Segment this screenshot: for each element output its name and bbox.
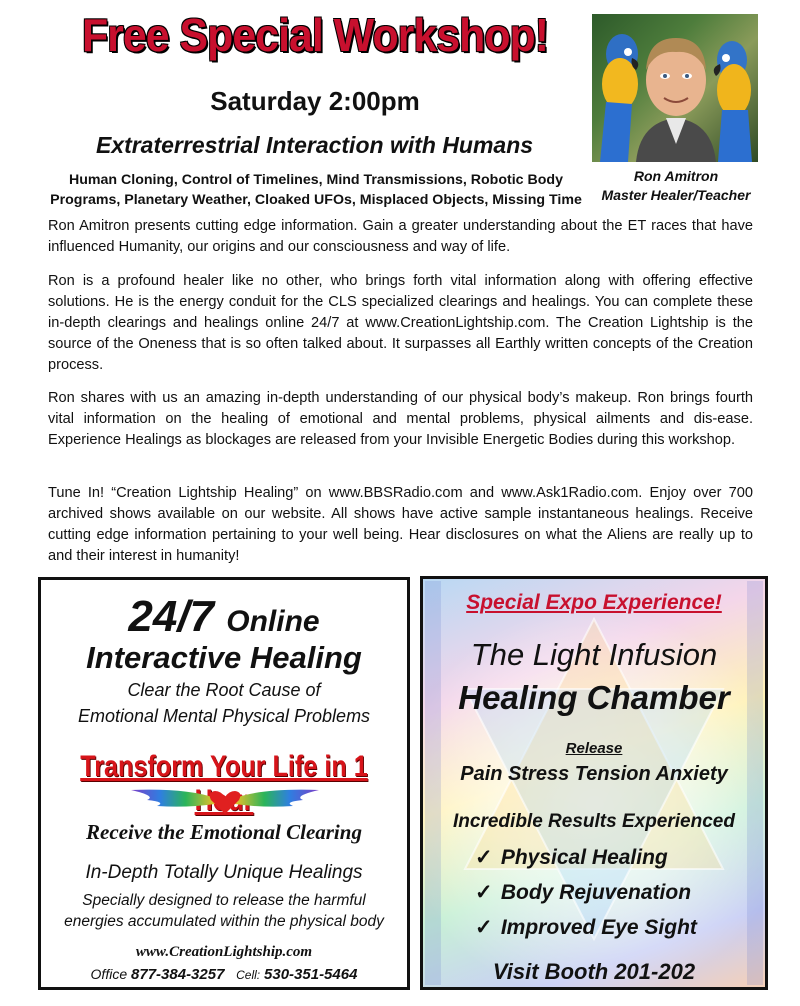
- paragraph-healer: Ron is a profound healer like no other, who brings forth vital information along with offering effective solutions. He is the energy conduit for the CLS specialized clearings and healings. You can complete these in-depth clearings and healings online 24/7 at www.CreationLightship.com. The Creation Lightship is the source of the Oneness that is so often talked about. It surpasses all Earthly written concepts of the Creation process.: [48, 273, 753, 373]
- paragraph-body-makeup: Ron shares with us an amazing in-depth understanding of our physical body’s makeup. Ron brings fourth vital information on the healing of emotional and mental problems, physical ailments and dis-ease. Experience Healings as blockages are released from your Invisible Energetic Bodies during this workshop.: [48, 390, 753, 448]
- release-label: Release: [565, 740, 623, 757]
- portrait-with-parrots-icon: [592, 14, 758, 162]
- check-icon: ✓: [475, 846, 493, 869]
- emotional-clearing: Receive the Emotional Clearing: [86, 820, 362, 844]
- topics-line-1: Human Cloning, Control of Timelines, Mind Transmissions, Robotic Body: [69, 172, 563, 188]
- check-item: [475, 845, 668, 870]
- presenter-caption: [594, 167, 758, 205]
- light-infusion-title: The Light Infusion: [470, 637, 718, 672]
- clear-root-line-2: Emotional Mental Physical Problems: [77, 706, 371, 726]
- check-item-label: Body Rejuvenation: [500, 881, 692, 904]
- expo-box: [420, 576, 768, 990]
- contact-phones: [41, 966, 407, 983]
- online-healing-box: [38, 577, 410, 990]
- workshop-title: Free Special Workshop!: [81, 9, 549, 61]
- specially-designed: [41, 890, 407, 932]
- online-label: Online: [226, 605, 320, 638]
- check-item-label: Physical Healing: [500, 846, 668, 869]
- presenter-photo: [592, 14, 758, 162]
- specially-line-2: energies accumulated within the physical body: [64, 913, 384, 930]
- check-item: [475, 880, 691, 905]
- topics-line-2: Programs, Planetary Weather, Cloaked UFOs, Misplaced Objects, Missing Time: [50, 192, 582, 208]
- healing-chamber-title: Healing Chamber: [458, 679, 730, 716]
- presenter-name: Ron Amitron: [633, 168, 719, 184]
- presenter-role: Master Healer/Teacher: [601, 187, 751, 203]
- check-item: [475, 915, 697, 940]
- website-link[interactable]: www.CreationLightship.com: [135, 944, 313, 960]
- booth-number: Visit Booth 201-202: [492, 959, 696, 984]
- check-item-label: Improved Eye Sight: [500, 916, 697, 939]
- office-phone: 877-384-3257: [131, 966, 225, 983]
- office-label: Office: [90, 966, 128, 982]
- cell-phone: 530-351-5464: [264, 966, 358, 983]
- incredible-results: Incredible Results Experienced: [453, 811, 735, 832]
- online-247-label: 24/7: [128, 592, 215, 641]
- check-icon: ✓: [475, 881, 493, 904]
- clear-root-line-1: Clear the Root Cause of: [127, 680, 321, 700]
- paragraph-radio: Tune In! “Creation Lightship Healing” on www.BBSRadio.com and www.Ask1Radio.com. Enjoy over 700 archived shows available on our website. All shows have active sample instantaneous healings. Receive cutting edge information pertaining to your well being. Hear disclosures on what the Aliens are really up to and their interest in humanity!: [48, 485, 753, 564]
- transform-headline: Transform Your Life in 1: [80, 750, 368, 783]
- symptoms-list: Pain Stress Tension Anxiety: [460, 763, 728, 785]
- check-icon: ✓: [475, 916, 493, 939]
- interactive-healing-heading: Interactive Healing: [86, 640, 362, 675]
- online-heading: [41, 592, 407, 642]
- workshop-topic: Extraterrestrial Interaction with Humans: [95, 132, 534, 158]
- expo-heading: Special Expo Experience!: [466, 591, 722, 614]
- specially-line-1: Specially designed to release the harmful: [82, 892, 366, 909]
- winged-heart-icon: [127, 786, 323, 816]
- workshop-time: Saturday 2:00pm: [210, 86, 420, 116]
- topics-list: [46, 170, 586, 210]
- indepth-healings: In-Depth Totally Unique Healings: [85, 862, 363, 883]
- paragraph-intro: Ron Amitron presents cutting edge information. Gain a greater understanding about the ET races that have influenced Humanity, our origins and our consciousness and way of life.: [48, 218, 753, 255]
- cell-label: Cell:: [236, 968, 261, 982]
